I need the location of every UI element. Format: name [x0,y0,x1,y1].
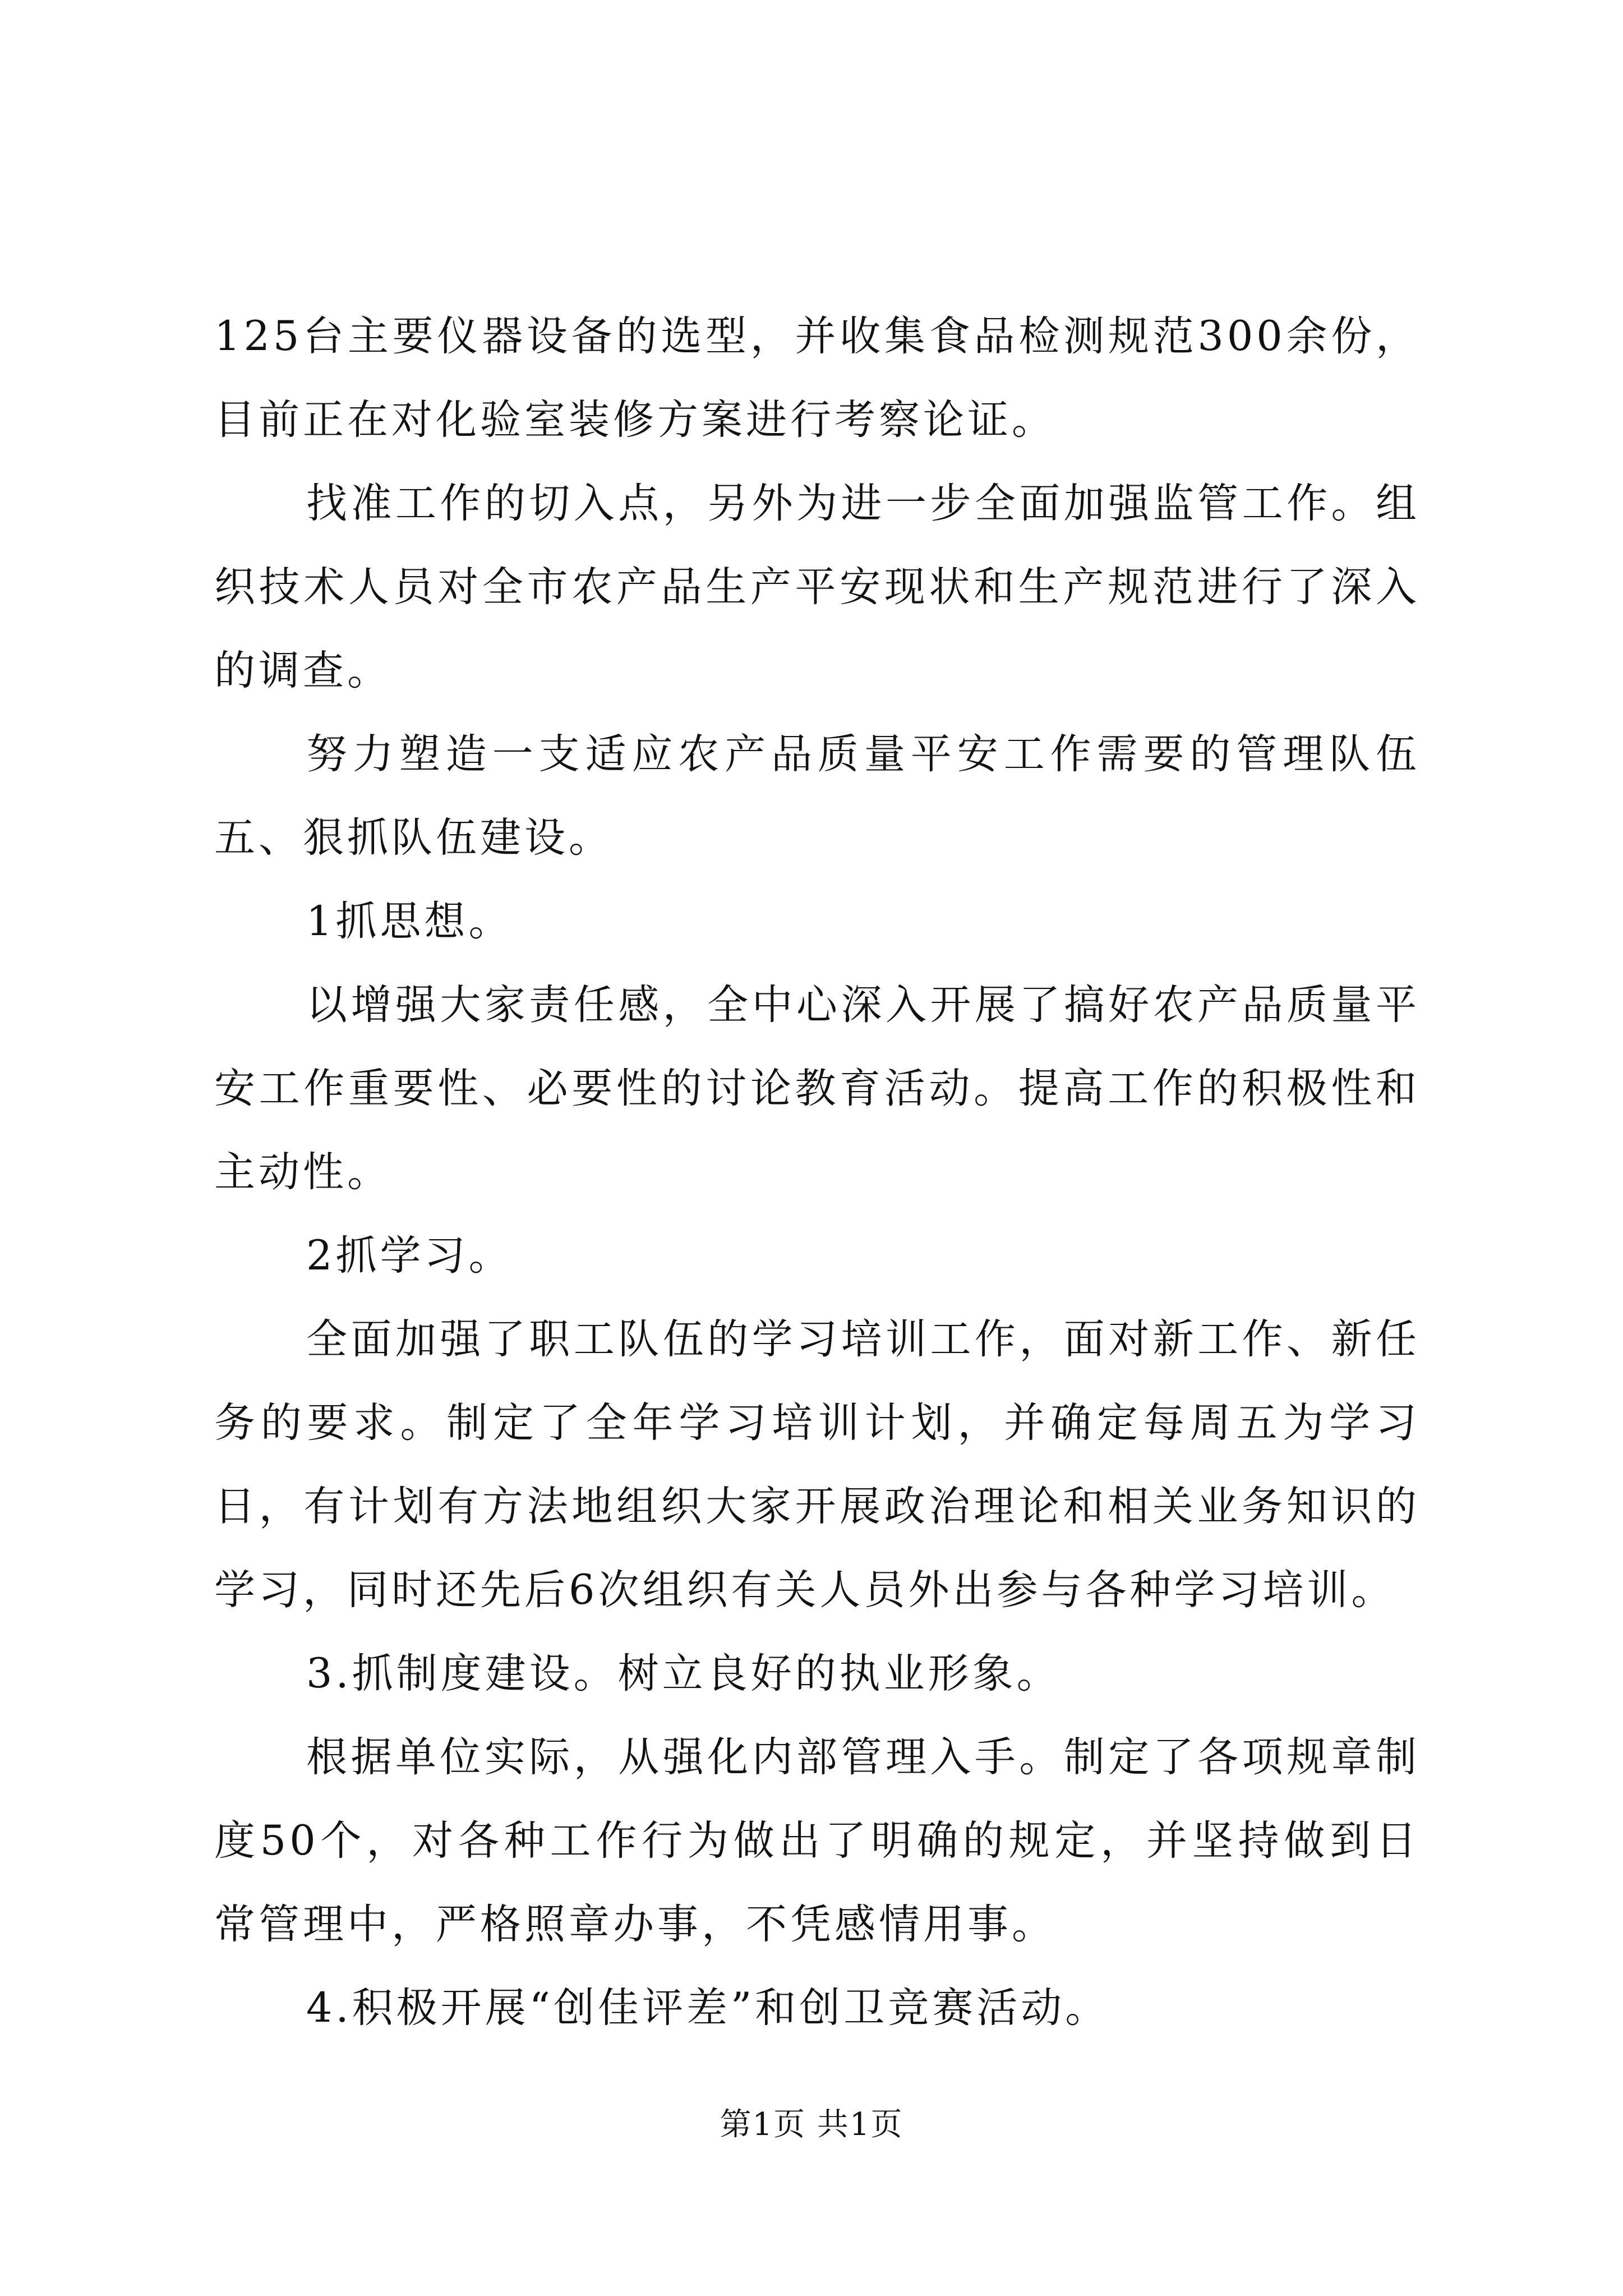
document-body [214,295,1420,2050]
section-heading: 4.积极开展“创佳评差”和创卫竞赛活动。 [306,1984,1110,2032]
section-heading: 1抓思想。 [306,898,513,945]
page-footer: 第1页 共1页 [720,2106,903,2143]
paragraph: 找准工作的切入点，另外为进一步全面加强监管工作。组织技术人员对全市农产品生产平安现状和生产规范进行了深入的调查。 [214,480,1420,694]
paragraph: 全面加强了职工队伍的学习培训工作，面对新工作、新任务的要求。制定了全年学习培训计划，并确定每周五为学习日，有计划有方法地组织大家开展政治理论和相关业务知识的学习，同时还先后6次组织有关人员外出参与各种学习培训。 [214,1315,1420,1614]
section-heading: 2抓学习。 [306,1232,513,1280]
paragraph: 根据单位实际，从强化内部管理入手。制定了各项规章制度50个，对各种工作行为做出了明确的规定，并坚持做到日常管理中，严格照章办事，不凭感情用事。 [214,1733,1420,1948]
paragraph-continuation: 125台主要仪器设备的选型，并收集食品检测规范300余份，目前正在对化验室装修方案进行考察论证。 [214,312,1420,444]
paragraph: 努力塑造一支适应农产品质量平安工作需要的管理队伍五、狠抓队伍建设。 [214,730,1420,862]
paragraph: 以增强大家责任感，全中心深入开展了搞好农产品质量平安工作重要性、必要性的讨论教育活动。提高工作的积极性和主动性。 [214,981,1420,1196]
section-heading: 3.抓制度建设。树立良好的执业形象。 [306,1650,1061,1697]
